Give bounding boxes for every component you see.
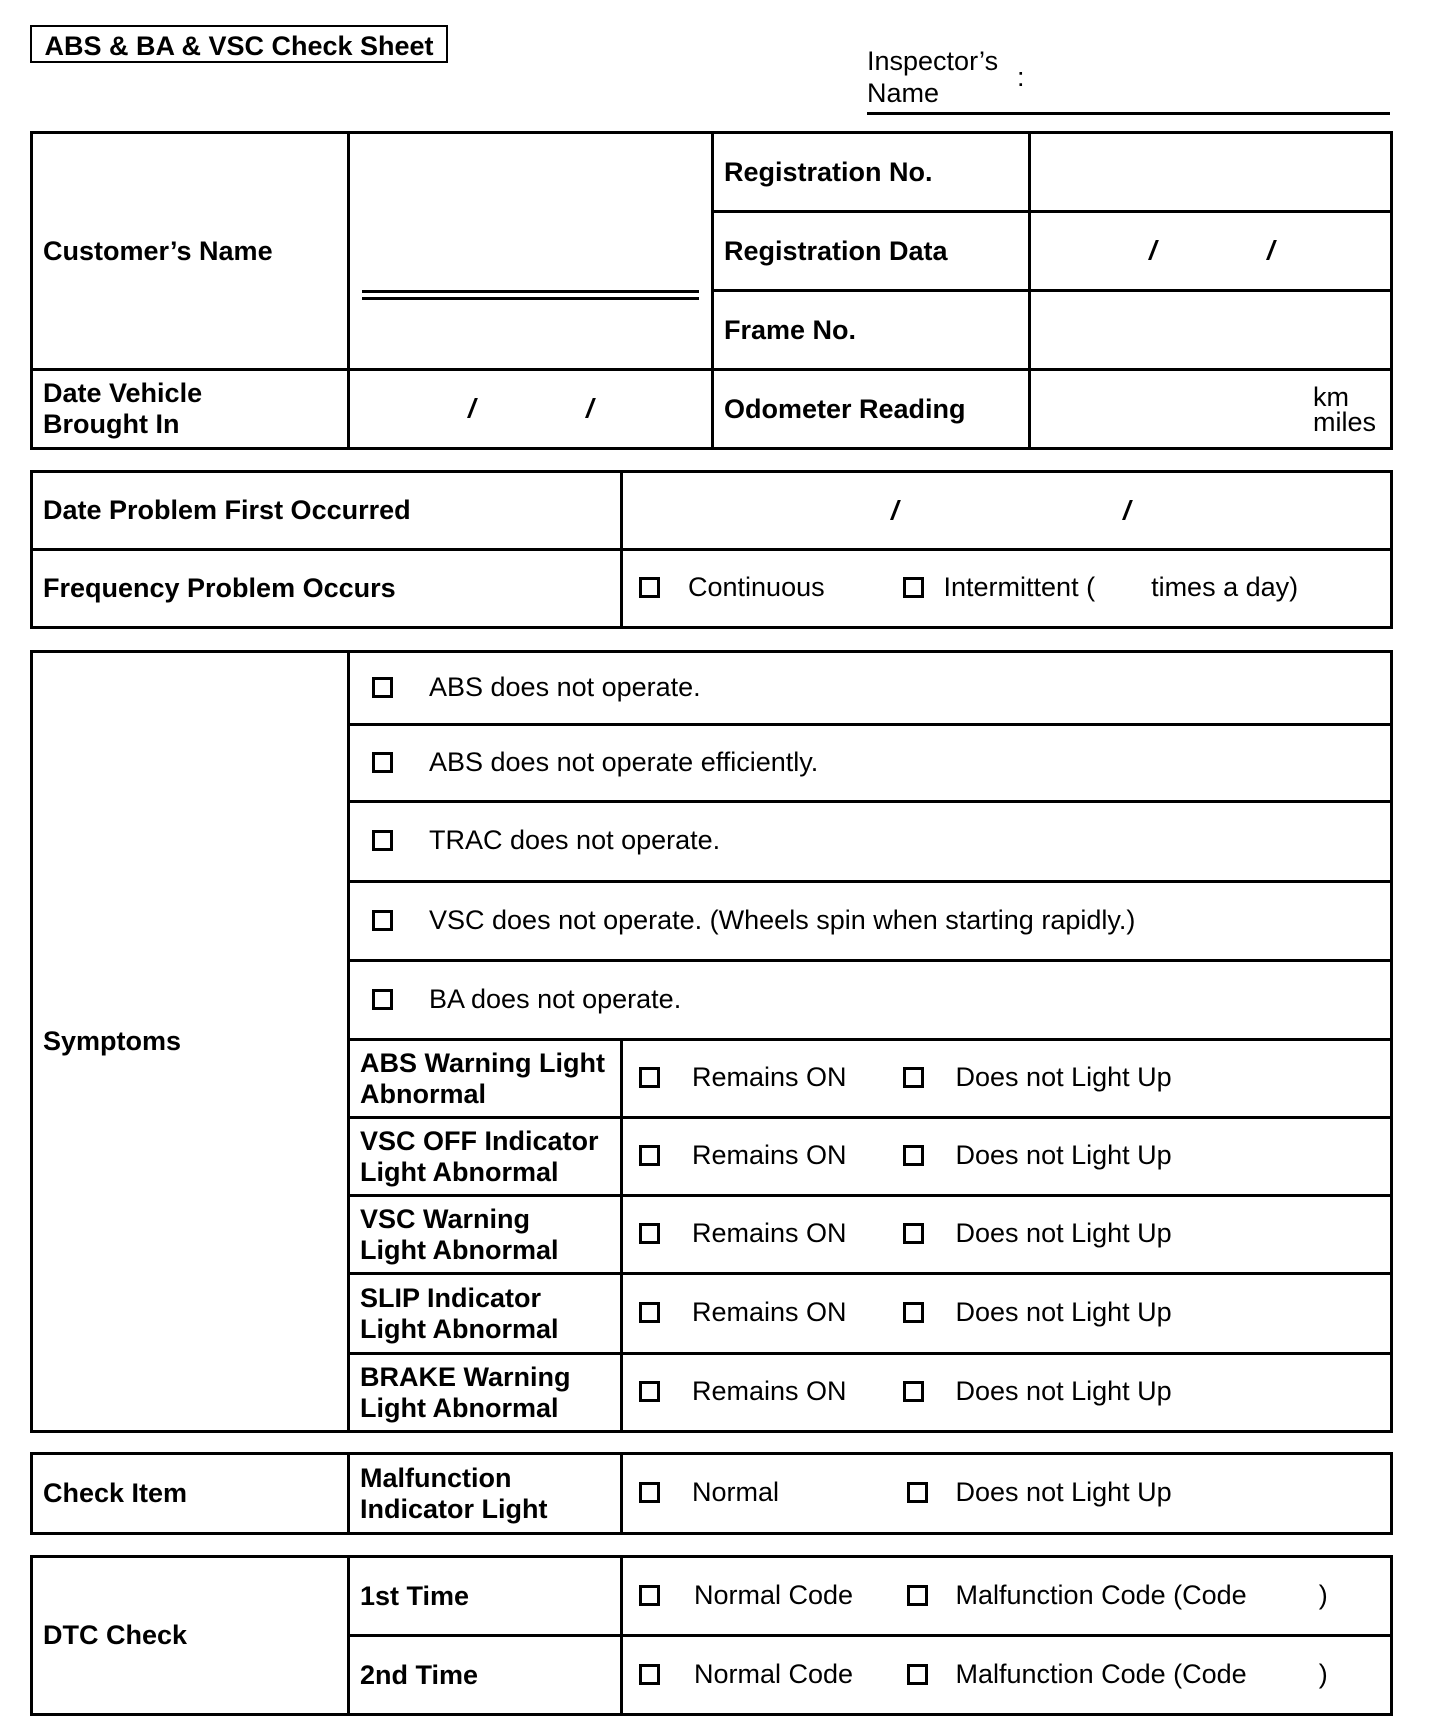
times-a-day-text: times a day) (1151, 572, 1299, 602)
frequency-options (622, 550, 1392, 628)
checkbox[interactable] (907, 1664, 928, 1685)
dtc-second-options (622, 1636, 1392, 1715)
normal-code-text: Normal Code (694, 1579, 854, 1610)
light-label-line1: ABS Warning Light (360, 1047, 605, 1078)
symptom-text: BA does not operate. (429, 983, 682, 1014)
checkbox[interactable] (639, 1067, 660, 1088)
inspector-label-line2: Name (867, 78, 940, 108)
mil-options (622, 1454, 1392, 1534)
does-not-light-up-text: Does not Light Up (955, 1062, 1172, 1092)
dtc-second-time-label: 2nd Time (349, 1636, 622, 1715)
does-not-light-up-text: Does not Light Up (955, 1218, 1172, 1248)
normal-code-text: Normal Code (694, 1658, 854, 1689)
date-slash: / (586, 393, 594, 424)
inspector-name-field[interactable] (867, 112, 1390, 115)
light-options (622, 1354, 1392, 1432)
frequency-label: Frequency Problem Occurs (32, 550, 622, 628)
remains-on-text: Remains ON (692, 1376, 847, 1406)
light-label-line2: Light Abnormal (360, 1313, 559, 1344)
date-brought-in-field[interactable] (349, 370, 713, 449)
date-brought-in-label (32, 370, 349, 449)
symptom-text: ABS does not operate efficiently. (429, 746, 819, 777)
intermittent-text: Intermittent ( (943, 572, 1096, 602)
malfunction-code-option[interactable] (907, 1659, 1328, 1690)
light-label-line1: SLIP Indicator (360, 1282, 542, 1313)
checkbox[interactable] (903, 1302, 924, 1323)
date-slash: / (1149, 235, 1157, 266)
frame-no-label: Frame No. (713, 291, 1030, 370)
does-not-light-up-option[interactable] (907, 1477, 1172, 1508)
symptom-text: VSC does not operate. (Wheels spin when starting rapidly.) (429, 904, 1136, 935)
abs-warning-light-label (349, 1040, 622, 1118)
checkbox[interactable] (639, 1302, 660, 1323)
checkbox[interactable] (372, 677, 393, 698)
light-label-line1: VSC OFF Indicator (360, 1125, 599, 1156)
checkbox[interactable] (372, 752, 393, 773)
registration-no-field[interactable] (1030, 133, 1392, 212)
light-label-line1: VSC Warning (360, 1203, 531, 1234)
checkbox[interactable] (903, 1067, 924, 1088)
unit-miles: miles (1312, 407, 1376, 437)
normal-code-option[interactable] (639, 1580, 899, 1611)
checkbox[interactable] (639, 1381, 660, 1402)
vsc-warning-light-label (349, 1196, 622, 1274)
normal-option[interactable] (639, 1477, 899, 1508)
symptom-row[interactable] (349, 961, 1392, 1040)
customer-name-label: Customer’s Name (32, 133, 349, 370)
checkbox[interactable] (907, 1585, 928, 1606)
light-options (622, 1040, 1392, 1118)
does-not-light-up-option[interactable] (903, 1376, 1172, 1407)
registration-no-label: Registration No. (713, 133, 1030, 212)
unit-km: km (1312, 382, 1349, 412)
remains-on-option[interactable] (639, 1376, 895, 1407)
dtc-check-table (30, 1555, 1393, 1716)
light-label-line2: Light Abnormal (360, 1156, 559, 1187)
does-not-light-up-text: Does not Light Up (955, 1477, 1172, 1507)
does-not-light-up-option[interactable] (903, 1062, 1172, 1093)
does-not-light-up-option[interactable] (903, 1218, 1172, 1249)
light-label-line1: BRAKE Warning (360, 1361, 571, 1392)
mil-label (349, 1454, 622, 1534)
checkbox[interactable] (907, 1482, 928, 1503)
does-not-light-up-text: Does not Light Up (955, 1297, 1172, 1327)
malfunction-code-option[interactable] (907, 1580, 1328, 1611)
remains-on-option[interactable] (639, 1062, 895, 1093)
checkbox[interactable] (639, 1482, 660, 1503)
light-label-line2: Abnormal (360, 1078, 487, 1109)
odometer-units (1312, 382, 1376, 437)
light-label-line2: Light Abnormal (360, 1234, 559, 1265)
remains-on-option[interactable] (639, 1140, 895, 1171)
frequency-continuous-option[interactable] (639, 572, 895, 603)
date-first-occurred-field[interactable] (622, 472, 1392, 550)
date-brought-in-line2: Brought In (43, 409, 180, 439)
checkbox[interactable] (639, 1664, 660, 1685)
date-slash: / (891, 495, 899, 525)
symptom-row[interactable] (349, 725, 1392, 802)
light-options (622, 1118, 1392, 1196)
checkbox[interactable] (903, 1381, 924, 1402)
symptom-row[interactable] (349, 652, 1392, 725)
checkbox[interactable] (639, 1145, 660, 1166)
checkbox[interactable] (639, 577, 660, 598)
frame-no-field[interactable] (1030, 291, 1392, 370)
check-item-label: Check Item (32, 1454, 349, 1534)
registration-data-field[interactable] (1030, 212, 1392, 291)
light-label-line2: Light Abnormal (360, 1392, 559, 1423)
light-options (622, 1196, 1392, 1274)
checkbox[interactable] (639, 1223, 660, 1244)
remains-on-option[interactable] (639, 1218, 895, 1249)
remains-on-text: Remains ON (692, 1297, 847, 1327)
checkbox[interactable] (639, 1585, 660, 1606)
symptom-text: TRAC does not operate. (429, 825, 721, 855)
inspector-colon: : (1017, 62, 1025, 92)
dtc-first-time-label: 1st Time (349, 1557, 622, 1636)
normal-text: Normal (692, 1477, 780, 1507)
mil-label-line1: Malfunction (360, 1462, 512, 1493)
frequency-intermittent-option[interactable] (903, 572, 1299, 603)
symptom-text: ABS does not operate. (429, 671, 701, 702)
does-not-light-up-option[interactable] (903, 1297, 1172, 1328)
checkbox[interactable] (903, 577, 924, 598)
symptom-row[interactable] (349, 882, 1392, 961)
customer-name-double-line (362, 290, 699, 300)
symptoms-label: Symptoms (32, 652, 349, 1432)
odometer-field[interactable] (1030, 370, 1392, 449)
remains-on-text: Remains ON (692, 1140, 847, 1170)
check-item-table (30, 1452, 1393, 1535)
slip-indicator-label (349, 1274, 622, 1354)
remains-on-text: Remains ON (692, 1218, 847, 1248)
problem-table (30, 470, 1393, 629)
checkbox[interactable] (372, 830, 393, 851)
date-first-occurred-label: Date Problem First Occurred (32, 472, 622, 550)
checkbox[interactable] (372, 910, 393, 931)
remains-on-text: Remains ON (692, 1062, 847, 1092)
light-options (622, 1274, 1392, 1354)
date-slash: / (1123, 495, 1131, 525)
vehicle-info-table (30, 131, 1393, 450)
does-not-light-up-text: Does not Light Up (955, 1376, 1172, 1406)
date-slash: / (1267, 235, 1275, 266)
dtc-first-options (622, 1557, 1392, 1636)
registration-data-label: Registration Data (713, 212, 1030, 291)
close-paren: ) (1318, 1579, 1328, 1610)
mil-label-line2: Indicator Light (360, 1493, 548, 1524)
normal-code-option[interactable] (639, 1659, 899, 1690)
remains-on-option[interactable] (639, 1297, 895, 1328)
odometer-label: Odometer Reading (713, 370, 1030, 449)
vsc-off-indicator-label (349, 1118, 622, 1196)
sheet-title: ABS & BA & VSC Check Sheet (30, 25, 448, 63)
symptoms-table (30, 650, 1393, 1433)
malfunction-code-text: Malfunction Code (Code (955, 1579, 1247, 1610)
dtc-check-label: DTC Check (32, 1557, 349, 1715)
brake-warning-light-label (349, 1354, 622, 1432)
checkbox[interactable] (372, 989, 393, 1010)
does-not-light-up-option[interactable] (903, 1140, 1172, 1171)
checkbox[interactable] (903, 1223, 924, 1244)
inspector-label-line1: Inspector’s (867, 46, 999, 76)
date-brought-in-line1: Date Vehicle (43, 378, 203, 408)
close-paren: ) (1318, 1658, 1328, 1689)
symptom-row[interactable] (349, 802, 1392, 882)
continuous-text: Continuous (688, 572, 825, 602)
does-not-light-up-text: Does not Light Up (955, 1140, 1172, 1170)
checkbox[interactable] (903, 1145, 924, 1166)
date-slash: / (468, 393, 476, 424)
malfunction-code-text: Malfunction Code (Code (955, 1658, 1247, 1689)
customer-name-field[interactable] (349, 133, 713, 370)
